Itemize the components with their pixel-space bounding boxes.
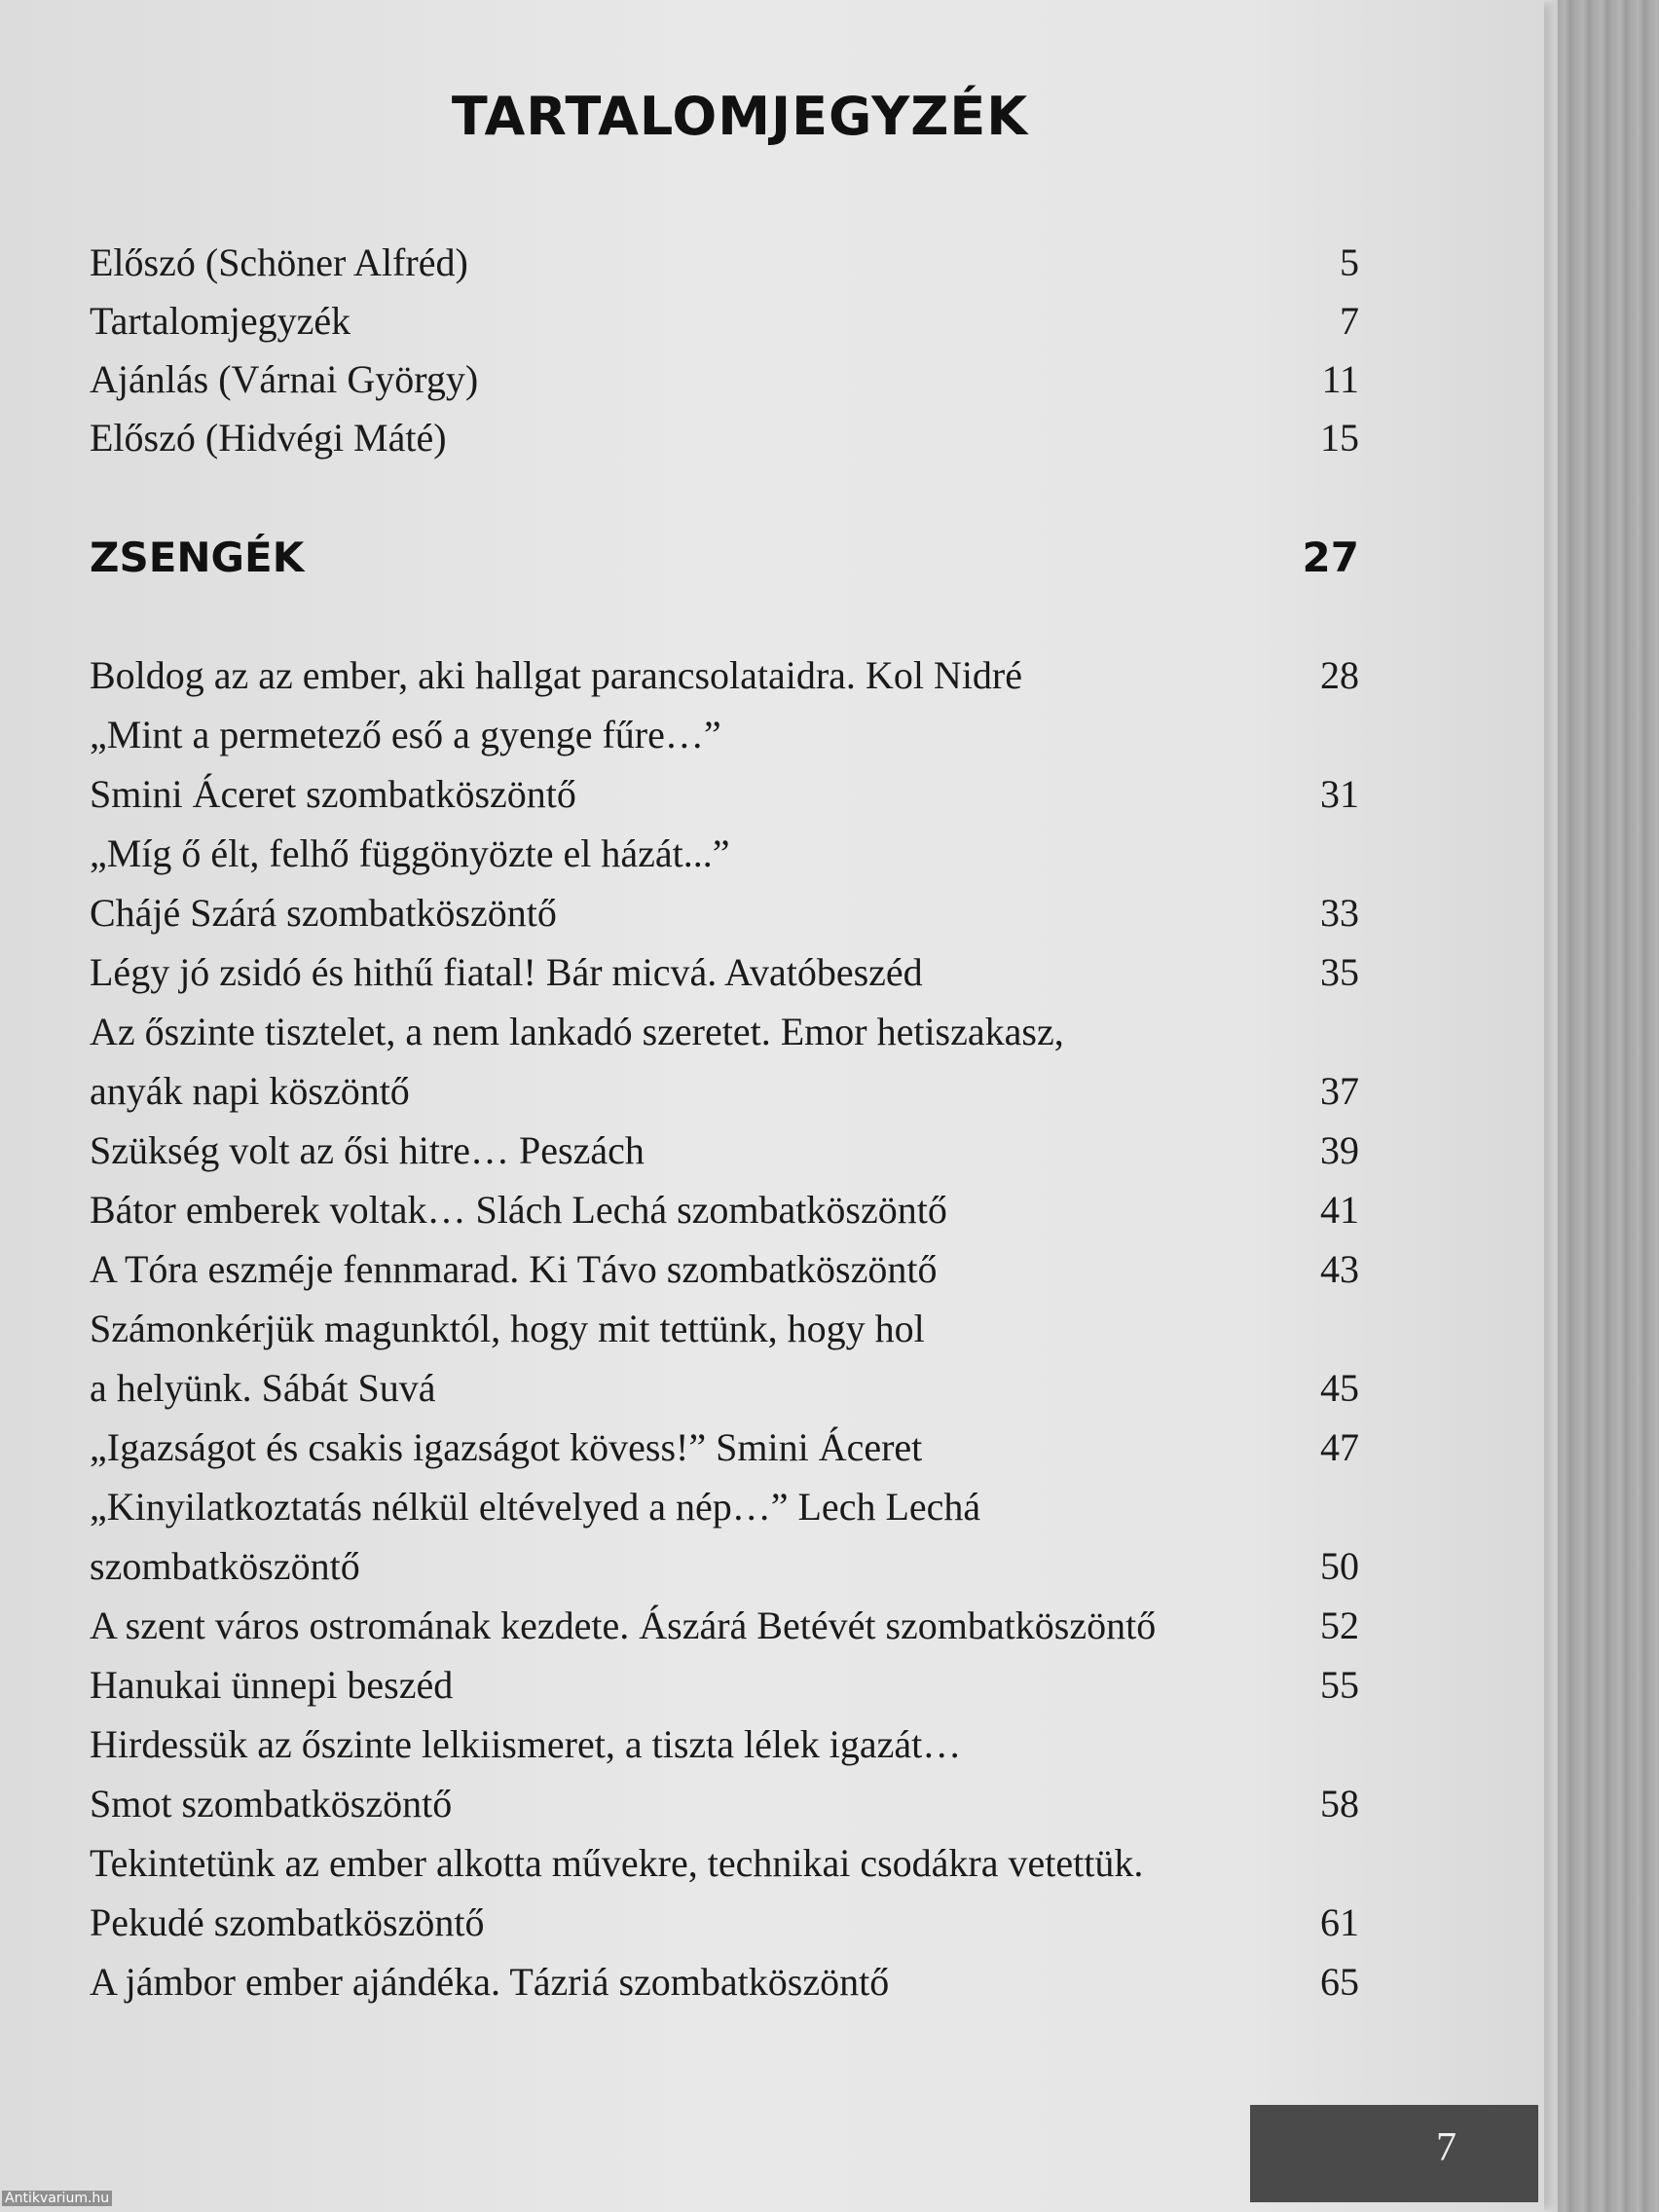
toc-entry-title: Smot szombatköszöntő [90, 1782, 453, 1825]
toc-entry-page: 33 [1320, 891, 1359, 935]
toc-entry-page: 52 [1320, 1604, 1359, 1647]
toc-entry-page: 65 [1320, 1960, 1359, 2004]
toc-entry-page: 50 [1320, 1544, 1359, 1588]
toc-entry-title: Bátor emberek voltak… Slách Lechá szombatköszöntő [90, 1188, 947, 1232]
toc-entry [90, 943, 1359, 1002]
toc-entry [90, 1419, 1359, 1477]
toc-entry [90, 234, 1359, 292]
toc-entry [90, 884, 1359, 942]
toc-entry-page: 15 [1320, 416, 1359, 460]
toc-entry-page: 55 [1320, 1663, 1359, 1707]
toc-entry-title: Az őszinte tisztelet, a nem lankadó szeretet. Emor hetiszakasz, [90, 1010, 1064, 1053]
toc-entry [90, 409, 1359, 467]
toc-entry-title: „Igazságot és csakis igazságot kövess!” Smini Áceret [90, 1425, 923, 1469]
toc-entry [90, 1003, 1359, 1061]
toc-entry [90, 1715, 1359, 1774]
toc-entry-title: Boldog az az ember, aki hallgat parancsolataidra. Kol Nidré [90, 653, 1023, 697]
shelf-background [1558, 0, 1659, 2212]
toc-entry-title: A jámbor ember ajándéka. Tázriá szombatköszöntő [90, 1960, 890, 2004]
toc-entry [90, 1062, 1359, 1121]
toc-entry-title: a helyünk. Sábát Suvá [90, 1366, 436, 1410]
section-title: ZSENGÉK [90, 534, 305, 581]
toc-entry-page: 58 [1320, 1782, 1359, 1825]
toc-entry [90, 825, 1359, 883]
toc-entry [90, 765, 1359, 824]
toc-entry-title: Hirdessük az őszinte lelkiismeret, a tiszta lélek igazát… [90, 1722, 962, 1766]
toc-entry-title: „Mint a permetező eső a gyenge fűre…” [90, 713, 721, 756]
toc-entry [90, 1894, 1359, 1952]
toc-entry-page: 43 [1320, 1247, 1359, 1291]
toc-entry [90, 1359, 1359, 1418]
toc-entry [90, 1953, 1359, 2011]
toc-entry-page: 31 [1320, 772, 1359, 816]
toc-entry-title: A szent város ostromának kezdete. Ászárá Betévét szombatköszöntő [90, 1604, 1157, 1647]
toc-entry-title: Tartalomjegyzék [90, 299, 351, 343]
toc-entry [90, 1181, 1359, 1239]
toc-entry-title: szombatköszöntő [90, 1544, 360, 1588]
toc-entry-page: 11 [1321, 357, 1359, 401]
toc-entry [90, 1537, 1359, 1596]
toc-entry [90, 646, 1359, 705]
toc-entry-page: 61 [1320, 1900, 1359, 1944]
toc-entry-title: Hanukai ünnepi beszéd [90, 1663, 454, 1707]
toc-entry [90, 1597, 1359, 1655]
toc-entry [90, 1478, 1359, 1536]
section-page: 27 [1302, 534, 1359, 581]
section-heading [90, 524, 1359, 592]
toc-entry [90, 350, 1359, 409]
toc-entry-title: Előszó (Hidvégi Máté) [90, 416, 447, 460]
toc-entry [90, 706, 1359, 764]
toc-entry-title: Légy jó zsidó és hithű fiatal! Bár micvá. Avatóbeszéd [90, 950, 923, 994]
toc-entry-title: Előszó (Schöner Alfréd) [90, 240, 468, 284]
toc-entry-title: Szükség volt az ősi hitre… Peszách [90, 1128, 645, 1172]
toc-entry [90, 1240, 1359, 1299]
toc-entry-title: anyák napi köszöntő [90, 1069, 410, 1113]
toc-entry [90, 1656, 1359, 1714]
toc-entry-title: Tekintetünk az ember alkotta művekre, technikai csodákra vetettük. [90, 1841, 1144, 1885]
toc-entry-title: Ajánlás (Várnai György) [90, 357, 479, 401]
page-number-box [1250, 2105, 1538, 2202]
toc-entry-page: 5 [1340, 240, 1359, 284]
page-number: 7 [1436, 2125, 1456, 2170]
toc-entry-title: „Kinyilatkoztatás nélkül eltévelyed a nép…” Lech Lechá [90, 1485, 981, 1529]
page-edge [1544, 0, 1558, 2212]
toc-entry-page: 37 [1320, 1069, 1359, 1113]
toc-entry-title: „Míg ő élt, felhő függönyözte el házát...” [90, 831, 730, 875]
toc-entry-title: Számonkérjük magunktól, hogy mit tettünk, hogy hol [90, 1307, 925, 1350]
toc-entry [90, 1122, 1359, 1180]
toc-entry-title: A Tóra eszméje fennmarad. Ki Távo szombatköszöntő [90, 1247, 938, 1291]
toc-entry-page: 41 [1320, 1188, 1359, 1232]
toc-entry [90, 1300, 1359, 1358]
toc-entry-page: 35 [1320, 950, 1359, 994]
toc-entry-page: 28 [1320, 653, 1359, 697]
toc-entry-title: Smini Áceret szombatköszöntő [90, 772, 576, 816]
watermark: Antikvarium.hu [2, 2191, 112, 2206]
toc-entry-page: 7 [1340, 299, 1359, 343]
toc-entry-page: 47 [1320, 1425, 1359, 1469]
page-title: TARTALOMJEGYZÉK [451, 86, 1029, 147]
toc-entry [90, 292, 1359, 350]
toc-entry [90, 1834, 1359, 1893]
toc-entry [90, 1775, 1359, 1833]
toc-entry-page: 39 [1320, 1128, 1359, 1172]
toc-entry-title: Chájé Szárá szombatköszöntő [90, 891, 557, 935]
toc-entry-page: 45 [1320, 1366, 1359, 1410]
toc-entry-title: Pekudé szombatköszöntő [90, 1900, 485, 1944]
